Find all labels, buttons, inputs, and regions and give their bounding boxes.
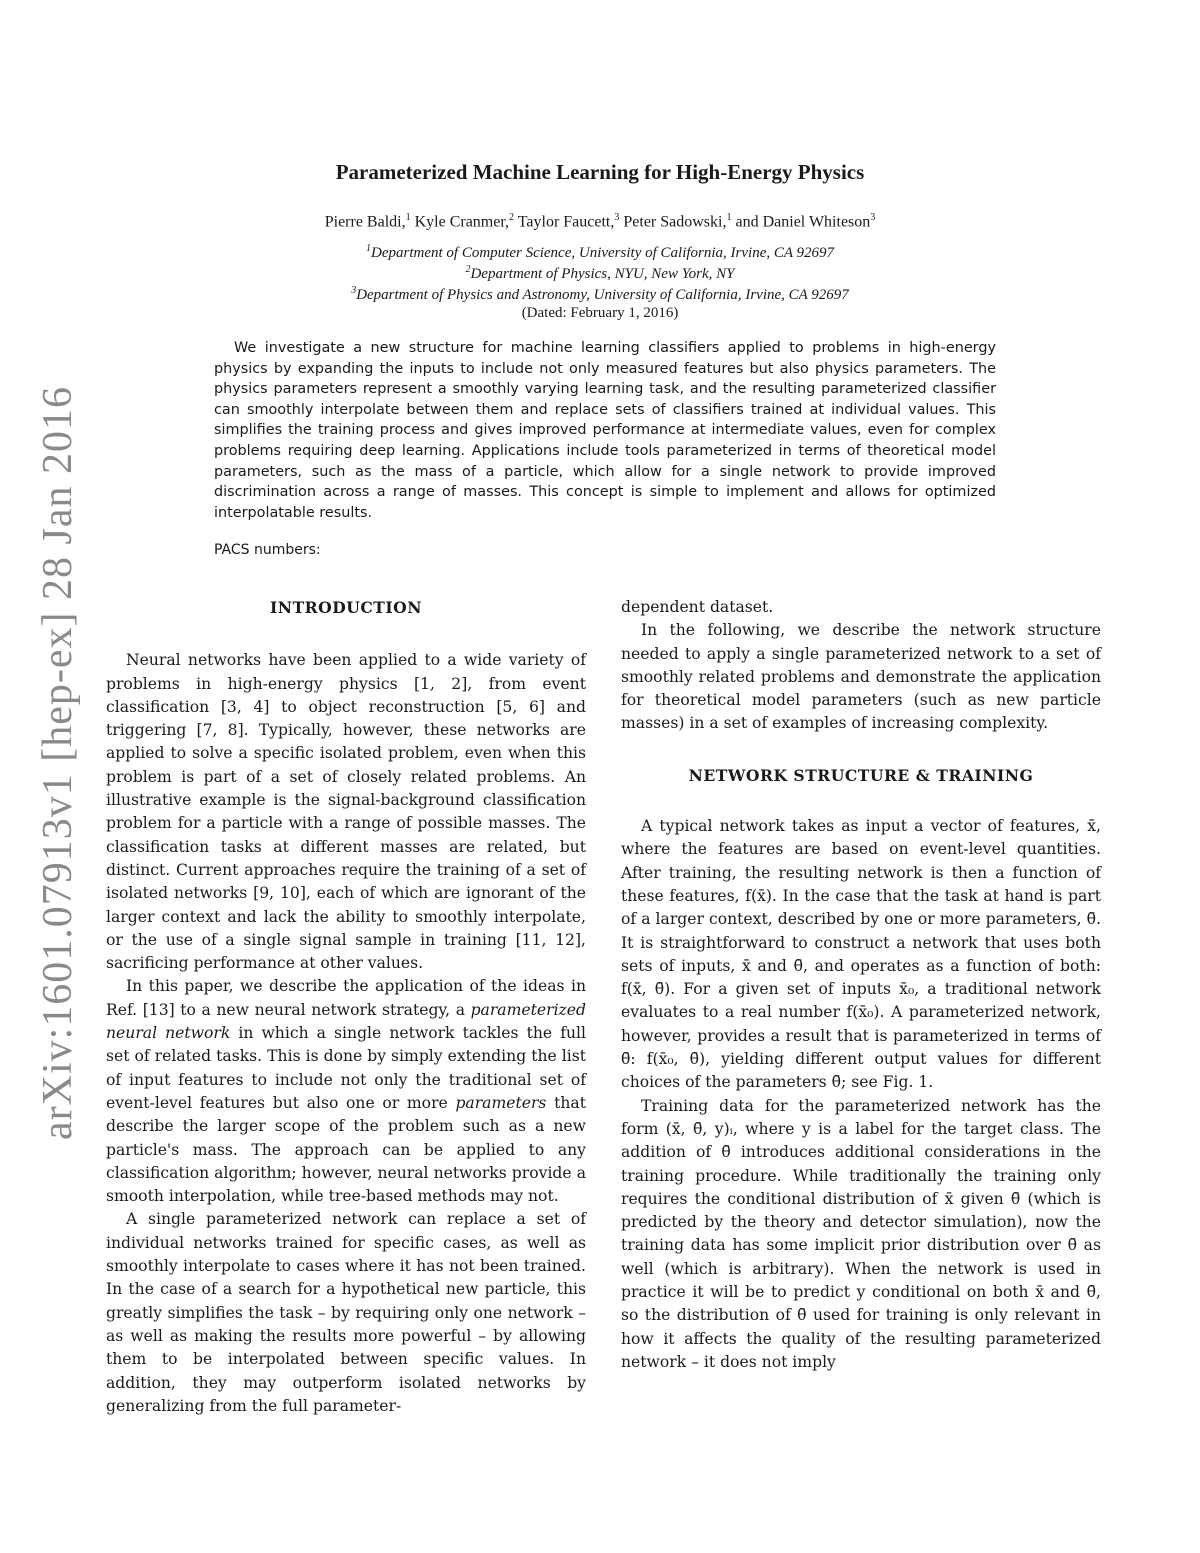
affiliation-text: Department of Physics and Astronomy, University of California, Irvine, CA 92697 [356,287,849,303]
paper-title: Parameterized Machine Learning for High-Energy Physics [335,160,865,184]
paragraph: In the following, we describe the network structure needed to apply a single parameterized network to a set of smoothly related problems and demonstrate the application for theoretical model parameters (such as new particle masses) in a set of examples of increasing complexity. [621,621,1101,733]
pacs-numbers: PACS numbers: [214,542,321,558]
affiliation [0,285,1200,304]
paragraph-text: In this paper, we describe the application of the ideas in Ref. [13] to a new neural network strategy, a [106,977,586,1019]
author-name: Peter Sadowski, [623,213,727,231]
emphasis-text: parameterized neural network [106,1000,586,1043]
affiliation [0,243,1200,262]
author-name: and Daniel Whiteson [735,213,871,231]
right-column [621,596,1101,1374]
author-name: Pierre Baldi, [324,213,406,231]
paragraph-text: in which a single network tackles the full set of related tasks. This is done by simply extending the list of input features to include not only the traditional set of event-level features but also one or more [106,1024,586,1112]
author-affiliation-mark: 1 [726,212,732,223]
author-affiliation-mark: 2 [509,212,515,223]
paragraph [106,975,586,1208]
author-list [0,212,1200,231]
section-heading-network-structure: NETWORK STRUCTURE & TRAINING [688,765,1034,785]
affiliation-text: Department of Physics, NYU, New York, NY [470,266,735,282]
paragraph: Training data for the parameterized network has the form (x̄, θ̄, y)ᵢ, where y is a label for the target class. The addition of θ̄ introduces additional considerations in the training procedure. While traditionally the training only requires the conditional distribution of x̄ given θ̄ (which is predicted by the theory and detector simulation), now the training data has some implicit prior distribution over θ̄ as well (which is arbitrary). When the network is used in practice it will be to predict y conditional on both x̄ and θ̄, so the distribution of θ̄ used for training is only relevant in how it affects the quality of the resulting parameterized network – it does not imply [621,1096,1101,1371]
author-affiliation-mark: 3 [870,212,876,223]
paragraph: A typical network takes as input a vector of features, x̄, where the features are based on event-level quantities. After training, the resulting network is then a function of these features, f(x̄). In the case that the task at hand is part of a larger context, described by one or more parameters, θ̄. It is straightforward to construct a network that uses both sets of inputs, x̄ and θ̄, and operates as a function of both: f(x̄, θ̄). For a given set of inputs x̄₀, a traditional network evaluates to a real number f(x̄₀). A parameterized network, however, provides a result that is parameterized in terms of θ̄: f(x̄₀, θ̄), yielding different output values for different choices of the parameters θ̄; see Fig. 1. [621,817,1101,1092]
author-name: Taylor Faucett, [517,213,615,231]
affiliation-mark: 1 [366,243,371,254]
emphasis-text: parameters [455,1093,547,1112]
affiliation-text: Department of Computer Science, University of California, Irvine, CA 92697 [371,245,834,261]
date-line: (Dated: February 1, 2016) [521,305,679,321]
paragraph-text: that describe the larger scope of the problem such as a new particle's mass. The approach can be applied to any classification algorithm; however, neural networks provide a smooth interpolation, while tree-based methods may not. [106,1093,586,1206]
author-affiliation-mark: 1 [405,212,411,223]
paragraph: Neural networks have been applied to a wide variety of problems in high-energy physics [1, 2], from event classification [3, 4] to object reconstruction [5, 6] and triggering [7, 8]. Typically, however, these networks are applied to solve a specific isolated problem, even when this problem is part of a set of closely related problems. An illustrative example is the signal-background classification problem for a particle with a range of possible masses. The classification tasks at different masses are related, but distinct. Current approaches require the training of a set of isolated networks [9, 10], each of which are ignorant of the larger context and lack the ability to smoothly interpolate, or the use of a single signal sample in training [11, 12], sacrificing performance at other values. [106,651,586,973]
author-affiliation-mark: 3 [614,212,620,223]
affiliation-mark: 3 [351,285,357,296]
left-column [106,596,586,1418]
paragraph-continuation: dependent dataset. [621,598,774,616]
arxiv-side-stamp: arXiv:1601.07913v1 [hep-ex] 28 Jan 2016 [35,385,81,1140]
paragraph: A single parameterized network can replace a set of individual networks trained for specific cases, as well as smoothly interpolate to cases where it has not been trained. In the case of a search for a hypothetical new particle, this greatly simplifies the task – by requiring only one network – as well as making the results more powerful – by allowing them to be interpolated between specific values. In addition, they may outperform isolated networks by generalizing from the full parameter- [106,1210,586,1415]
abstract: We investigate a new structure for machine learning classifiers applied to problems in high-energy physics by expanding the inputs to include not only measured features but also physics parameters. The physics parameters represent a smoothly varying learning task, and the resulting parameterized classifier can smoothly interpolate between them and replace sets of classifiers trained at individual values. This simplifies the training process and gives improved performance at intermediate values, even for complex problems requiring deep learning. Applications include tools parameterized in terms of theoretical model parameters, such as the mass of a particle, which allow for a single network to provide improved discrimination across a range of masses. This concept is simple to implement and allows for optimized interpolatable results. [214,340,996,521]
author-name: Kyle Cranmer, [414,213,510,231]
section-heading-introduction: INTRODUCTION [270,598,422,617]
affiliation [0,264,1200,283]
affiliation-mark: 2 [465,264,471,275]
